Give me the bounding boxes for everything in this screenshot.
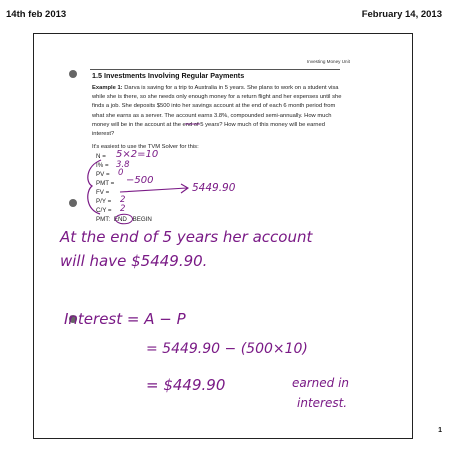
- tvm-pmt-label: PMT =: [96, 180, 115, 187]
- tvm-i-label: I% =: [96, 162, 109, 169]
- pmt-begin-option: BEGIN: [132, 216, 152, 223]
- tvm-fv-label: FV =: [96, 189, 110, 196]
- tvm-cy-label: C/Y =: [96, 207, 112, 214]
- solver-intro: It's easiest to use the TVM Solver for this:: [92, 144, 199, 150]
- hand-line-1: At the end of 5 years her account: [60, 228, 313, 246]
- tvm-py-label: P/Y =: [96, 198, 112, 205]
- hand-line-2: will have $5449.90.: [60, 252, 208, 270]
- section-title: 1.5 Investments Involving Regular Payments: [92, 71, 245, 80]
- tvm-pv-label: PV =: [96, 171, 110, 178]
- result-note-2: interest.: [297, 396, 348, 410]
- fv-arrow: [120, 184, 188, 193]
- example-text: Darva is saving for a trip to Australia in 5 years. She plans to work on a student visa while she is there, so she needs only enough money for a return flight and her expenses until she finds a job. She deposits $500 into her savings account at the end of each 6 month period from what she earns as a server. The account earns 3.8%, compounded semi-annually. How much money will be in the account at the end of 5 years? How much of this money will be earned interest?: [92, 85, 342, 138]
- tvm-cy-value: 2: [120, 204, 126, 214]
- unit-label: Investing Money Unit: [307, 59, 350, 64]
- header-date-right: February 14, 2013: [361, 9, 442, 20]
- tvm-n-label: N =: [96, 153, 106, 160]
- result-note-1: earned in: [292, 376, 350, 390]
- header-date-left: 14th feb 2013: [6, 9, 67, 20]
- interest-result: = $449.90: [146, 376, 226, 394]
- pmt-mode-text: PMT:: [96, 216, 111, 223]
- tvm-pmt-value: −500: [126, 175, 154, 186]
- interest-formula: Interest = A − P: [64, 310, 186, 328]
- page-number: 1: [438, 427, 442, 434]
- tvm-pv-value: 0: [118, 168, 124, 178]
- end-circle: [113, 214, 133, 224]
- example-label: Example 1:: [92, 85, 123, 91]
- tvm-py-value: 2: [120, 195, 126, 205]
- tvm-n-value: 5×2=10: [116, 149, 159, 160]
- tvm-brace: [88, 160, 101, 214]
- interest-step: = 5449.90 − (500×10): [146, 341, 308, 357]
- pmt-end-option: END: [113, 216, 127, 223]
- tvm-i-value: 3.8: [116, 160, 130, 170]
- tvm-fv-value: 5449.90: [192, 182, 236, 194]
